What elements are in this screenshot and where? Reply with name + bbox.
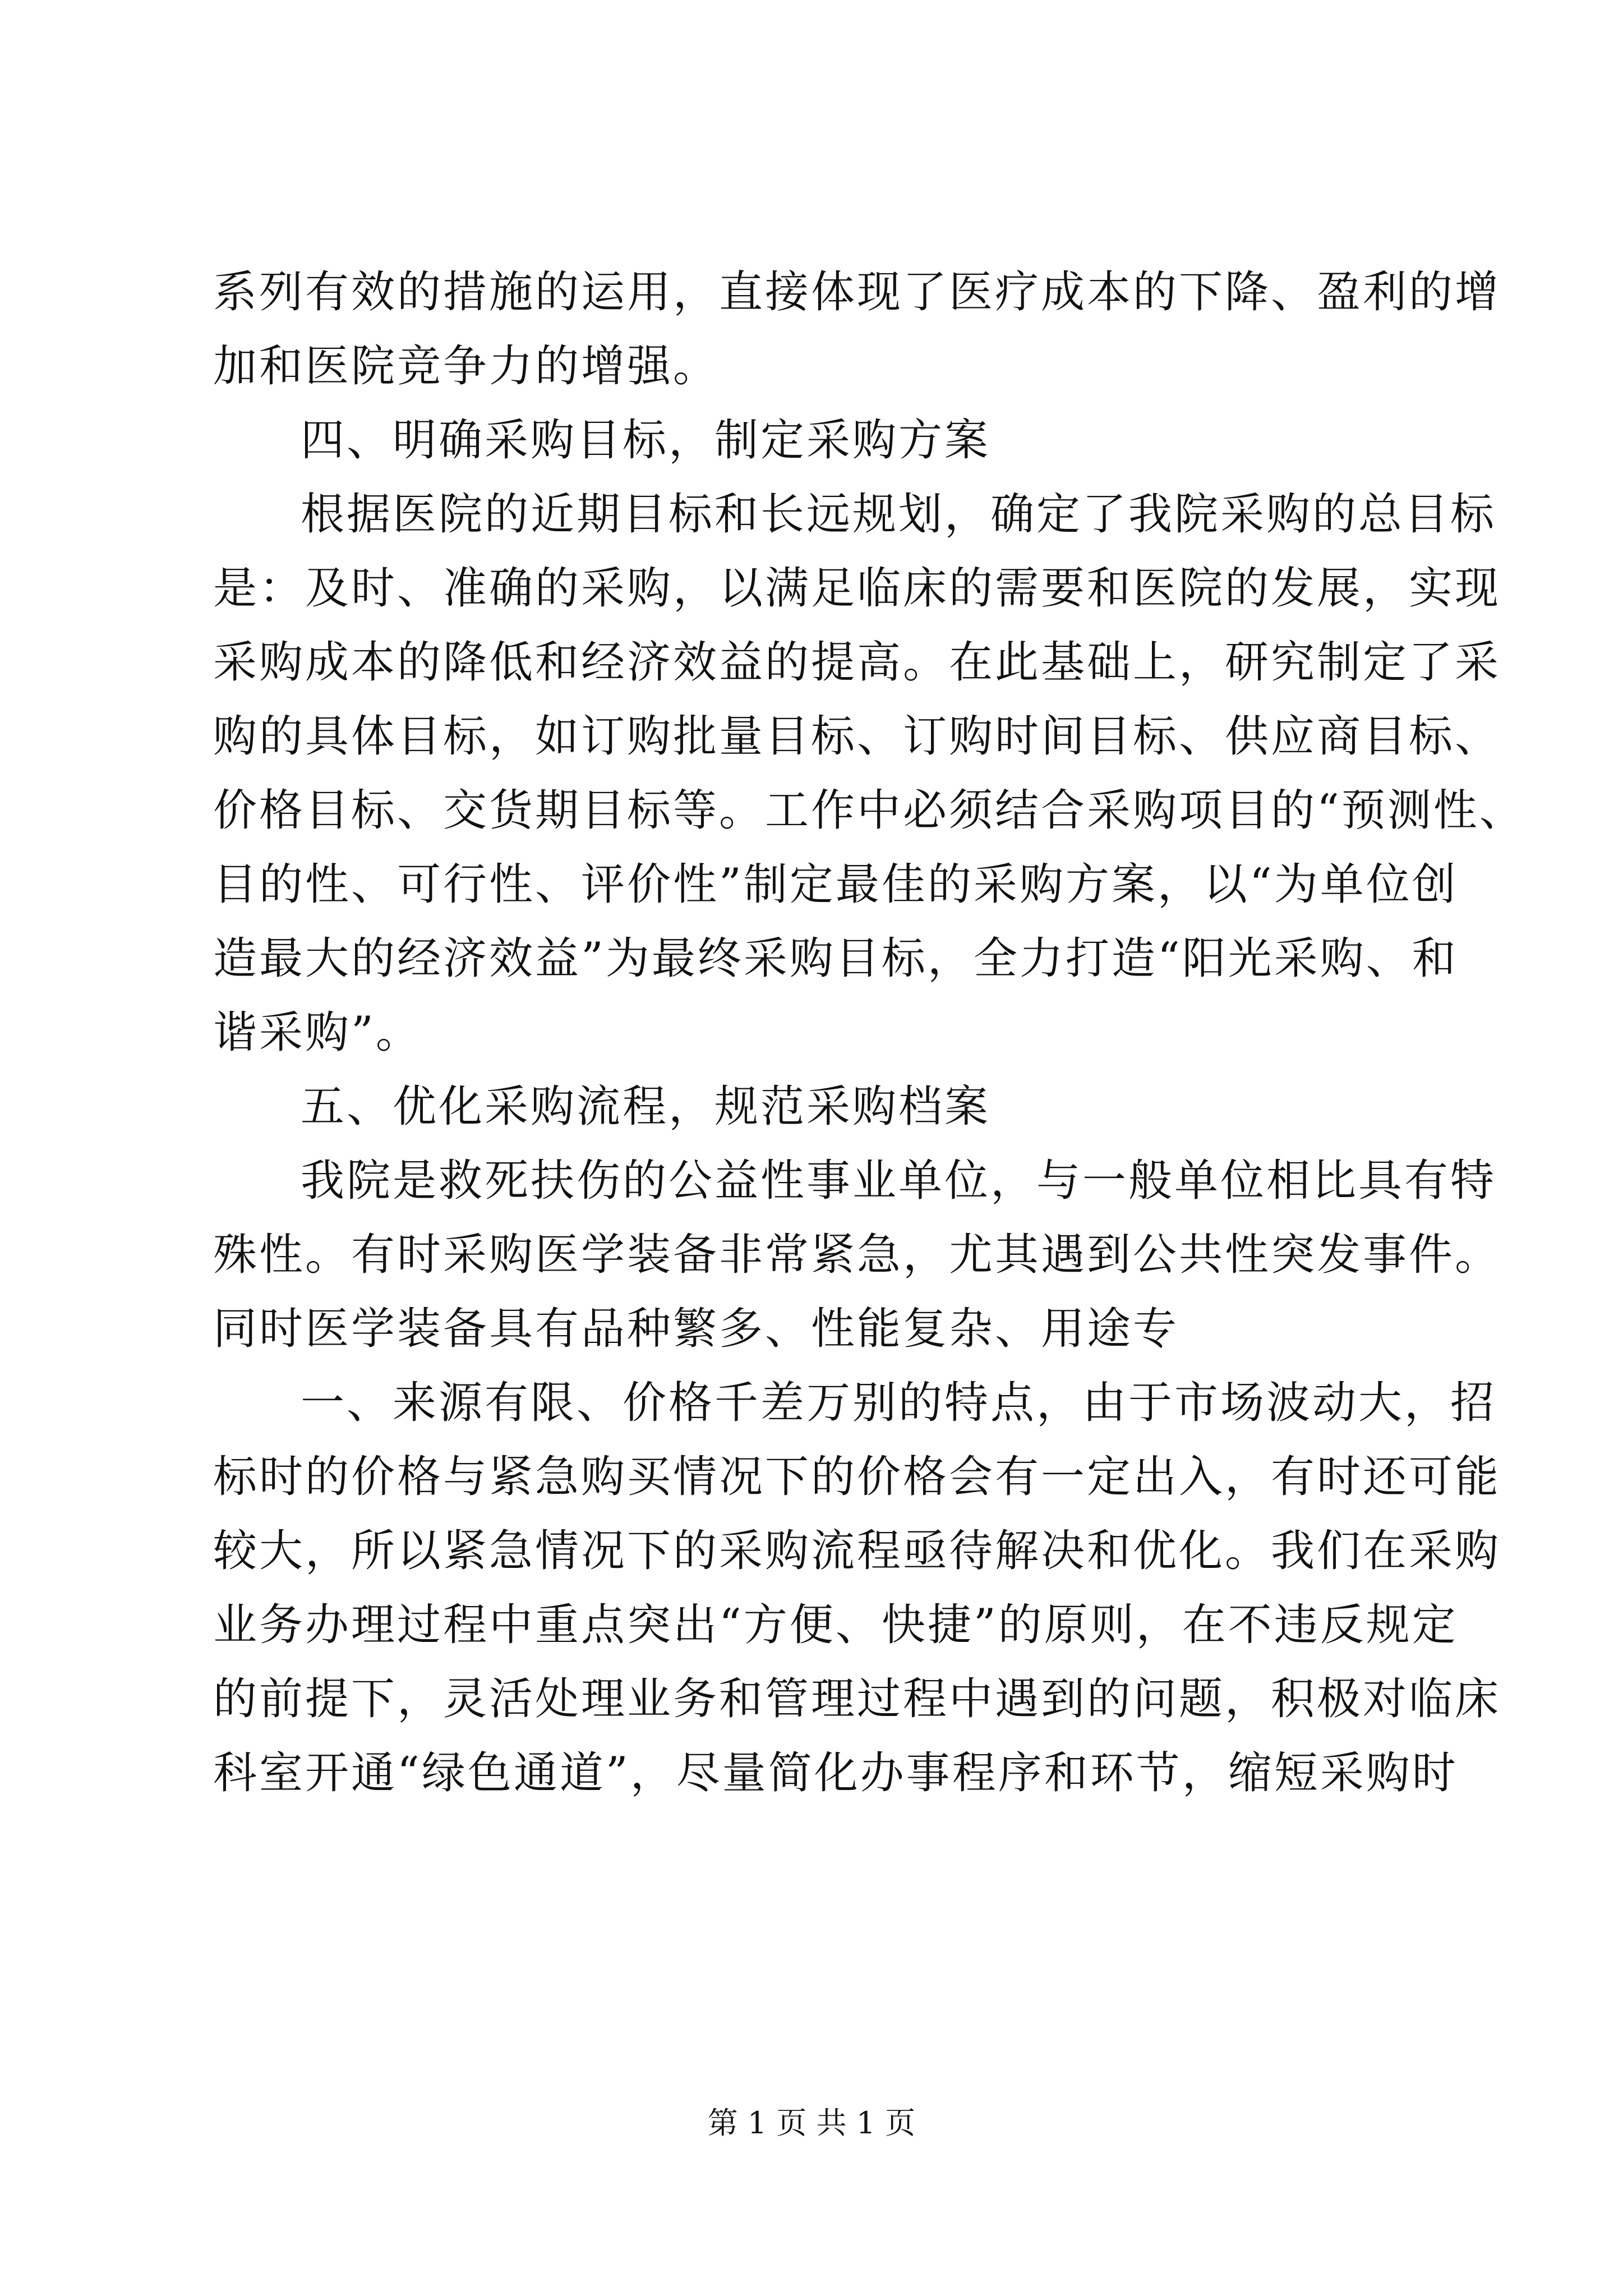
text-line-10: 造最大的经济效益”为最终采购目标，全力打造“阳光采购、和 (213, 933, 1458, 984)
text-line-2: 加和医院竞争力的增强。 (213, 341, 720, 392)
text-line-7: 购的具体目标，如订购批量目标、订购时间目标、供应商目标、 (213, 711, 1501, 762)
text-line-19: 业务办理过程中重点突出“方便、快捷”的原则，在不违反规定 (213, 1600, 1458, 1650)
text-line-15: 同时医学装备具有品种繁多、性能复杂、用途专 (213, 1304, 1179, 1354)
section-heading-4: 四、明确采购目标，制定采购方案 (301, 415, 991, 466)
page-number-label: 第 1 页 共 1 页 (707, 2105, 916, 2141)
text-line-5: 是：及时、准确的采购，以满足临床的需要和医院的发展，实现 (213, 563, 1501, 614)
text-line-17: 标时的价格与紧急购买情况下的价格会有一定出入，有时还可能 (213, 1452, 1501, 1502)
document-body (213, 255, 1525, 1810)
text-line-4: 根据医院的近期目标和长远规划，确定了我院采购的总目标 (301, 489, 1497, 540)
text-line-13: 我院是救死扶伤的公益性事业单位，与一般单位相比具有特 (301, 1156, 1497, 1206)
text-line-11: 谐采购”。 (213, 1007, 422, 1058)
text-line-6: 采购成本的降低和经济效益的提高。在此基础上，研究制定了采 (213, 637, 1501, 688)
text-line-1: 系列有效的措施的运用，直接体现了医疗成本的下降、盈利的增 (213, 267, 1501, 318)
text-line-16: 一、来源有限、价格千差万别的特点，由于市场波动大，招 (301, 1378, 1497, 1428)
text-line-9: 目的性、可行性、评价性”制定最佳的采购方案，以“为单位创 (213, 859, 1458, 910)
text-line-21: 科室开通“绿色通道”，尽量简化办事程序和环节，缩短采购时 (213, 1748, 1458, 1798)
text-line-14: 殊性。有时采购医学装备非常紧急，尤其遇到公共性突发事件。 (213, 1230, 1501, 1280)
page-footer (0, 2104, 1623, 2143)
section-heading-5: 五、优化采购流程，规范采购档案 (301, 1082, 991, 1132)
text-line-20: 的前提下，灵活处理业务和管理过程中遇到的问题，积极对临床 (213, 1674, 1501, 1724)
text-line-8: 价格目标、交货期目标等。工作中必须结合采购项目的“预测性、 (213, 785, 1525, 836)
text-line-18: 较大，所以紧急情况下的采购流程亟待解决和优化。我们在采购 (213, 1526, 1501, 1576)
